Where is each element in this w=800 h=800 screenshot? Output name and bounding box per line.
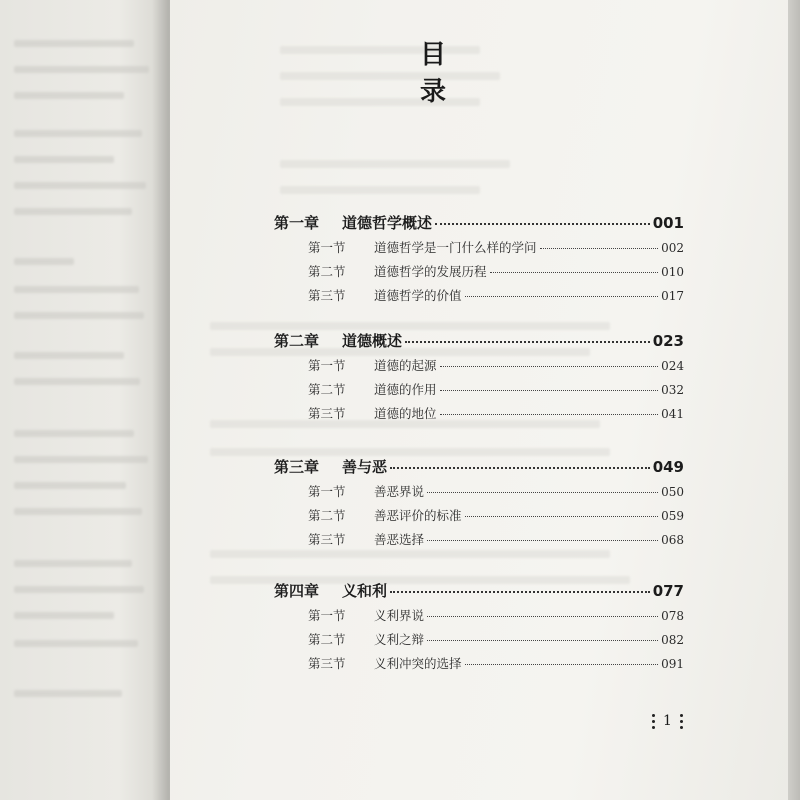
toc-chapter-3	[274, 456, 684, 554]
dot-leader	[390, 467, 650, 469]
dot-leader	[390, 591, 650, 593]
dot-leader	[440, 390, 659, 391]
section-page-number: 078	[661, 609, 684, 623]
toc-page	[170, 0, 788, 800]
toc-chapter-4	[274, 580, 684, 678]
section-page-number: 082	[661, 633, 684, 647]
chapter-page-number: 023	[652, 332, 684, 350]
left-facing-page	[0, 0, 170, 800]
chapter-title: 义和利	[342, 582, 388, 600]
dot-leader	[427, 540, 658, 541]
toc-chapter-2	[274, 330, 684, 428]
folio-ornament-right-icon	[680, 714, 683, 729]
section-entry[interactable]	[274, 404, 684, 428]
section-number: 第一节	[308, 608, 346, 623]
dot-leader	[540, 248, 659, 249]
section-number: 第二节	[308, 632, 346, 647]
section-entry[interactable]	[274, 286, 684, 310]
section-title: 义利之辩	[374, 632, 425, 647]
section-page-number: 017	[661, 289, 684, 303]
dot-leader	[490, 272, 659, 273]
section-number: 第三节	[308, 406, 346, 421]
section-number: 第一节	[308, 240, 346, 255]
chapter-page-number: 077	[652, 582, 684, 600]
section-number: 第二节	[308, 508, 346, 523]
section-page-number: 032	[661, 383, 684, 397]
dot-leader	[427, 640, 658, 641]
section-title: 道德的地位	[374, 406, 437, 421]
section-title: 义利冲突的选择	[374, 656, 462, 671]
page-folio	[652, 713, 683, 729]
section-number: 第二节	[308, 382, 346, 397]
chapter-number: 第一章	[274, 214, 320, 232]
section-number: 第三节	[308, 532, 346, 547]
chapter-title: 道德概述	[342, 332, 403, 350]
section-page-number: 041	[661, 407, 684, 421]
section-title: 善恶界说	[374, 484, 425, 499]
section-title: 道德的起源	[374, 358, 437, 373]
section-entry[interactable]	[274, 530, 684, 554]
section-page-number: 010	[661, 265, 684, 279]
section-entry[interactable]	[274, 262, 684, 286]
dot-leader	[465, 296, 659, 297]
section-title: 善恶选择	[374, 532, 425, 547]
section-number: 第一节	[308, 484, 346, 499]
toc-chapter-1	[274, 212, 684, 310]
dot-leader	[405, 341, 650, 343]
section-page-number: 059	[661, 509, 684, 523]
chapter-page-number: 049	[652, 458, 684, 476]
section-page-number: 002	[661, 241, 684, 255]
dot-leader	[465, 516, 659, 517]
chapter-title: 善与恶	[342, 458, 388, 476]
section-page-number: 091	[661, 657, 684, 671]
section-entry[interactable]	[274, 482, 684, 506]
dot-leader	[440, 366, 659, 367]
section-entry[interactable]	[274, 506, 684, 530]
section-page-number: 024	[661, 359, 684, 373]
section-number: 第一节	[308, 358, 346, 373]
chapter-number: 第三章	[274, 458, 320, 476]
section-title: 道德哲学是一门什么样的学问	[374, 240, 537, 255]
section-entry[interactable]	[274, 654, 684, 678]
page-edge	[788, 0, 800, 800]
section-entry[interactable]	[274, 380, 684, 404]
section-page-number: 050	[661, 485, 684, 499]
section-entry[interactable]	[274, 606, 684, 630]
section-page-number: 068	[661, 533, 684, 547]
chapter-heading[interactable]	[274, 456, 684, 482]
section-number: 第三节	[308, 288, 346, 303]
section-number: 第三节	[308, 656, 346, 671]
dot-leader	[440, 414, 659, 415]
dot-leader	[465, 664, 659, 665]
dot-leader	[427, 492, 658, 493]
section-entry[interactable]	[274, 356, 684, 380]
section-entry[interactable]	[274, 238, 684, 262]
dot-leader	[427, 616, 658, 617]
section-title: 道德哲学的价值	[374, 288, 462, 303]
section-number: 第二节	[308, 264, 346, 279]
chapter-title: 道德哲学概述	[342, 214, 433, 232]
chapter-page-number: 001	[652, 214, 684, 232]
section-title: 善恶评价的标准	[374, 508, 462, 523]
chapter-number: 第四章	[274, 582, 320, 600]
chapter-number: 第二章	[274, 332, 320, 350]
chapter-heading[interactable]	[274, 580, 684, 606]
section-title: 道德哲学的发展历程	[374, 264, 487, 279]
section-title: 道德的作用	[374, 382, 437, 397]
dot-leader	[435, 223, 650, 225]
page-number: 1	[663, 713, 672, 729]
toc-title: 目 录	[420, 40, 487, 107]
chapter-heading[interactable]	[274, 330, 684, 356]
folio-ornament-left-icon	[652, 714, 655, 729]
section-entry[interactable]	[274, 630, 684, 654]
chapter-heading[interactable]	[274, 212, 684, 238]
section-title: 义利界说	[374, 608, 425, 623]
